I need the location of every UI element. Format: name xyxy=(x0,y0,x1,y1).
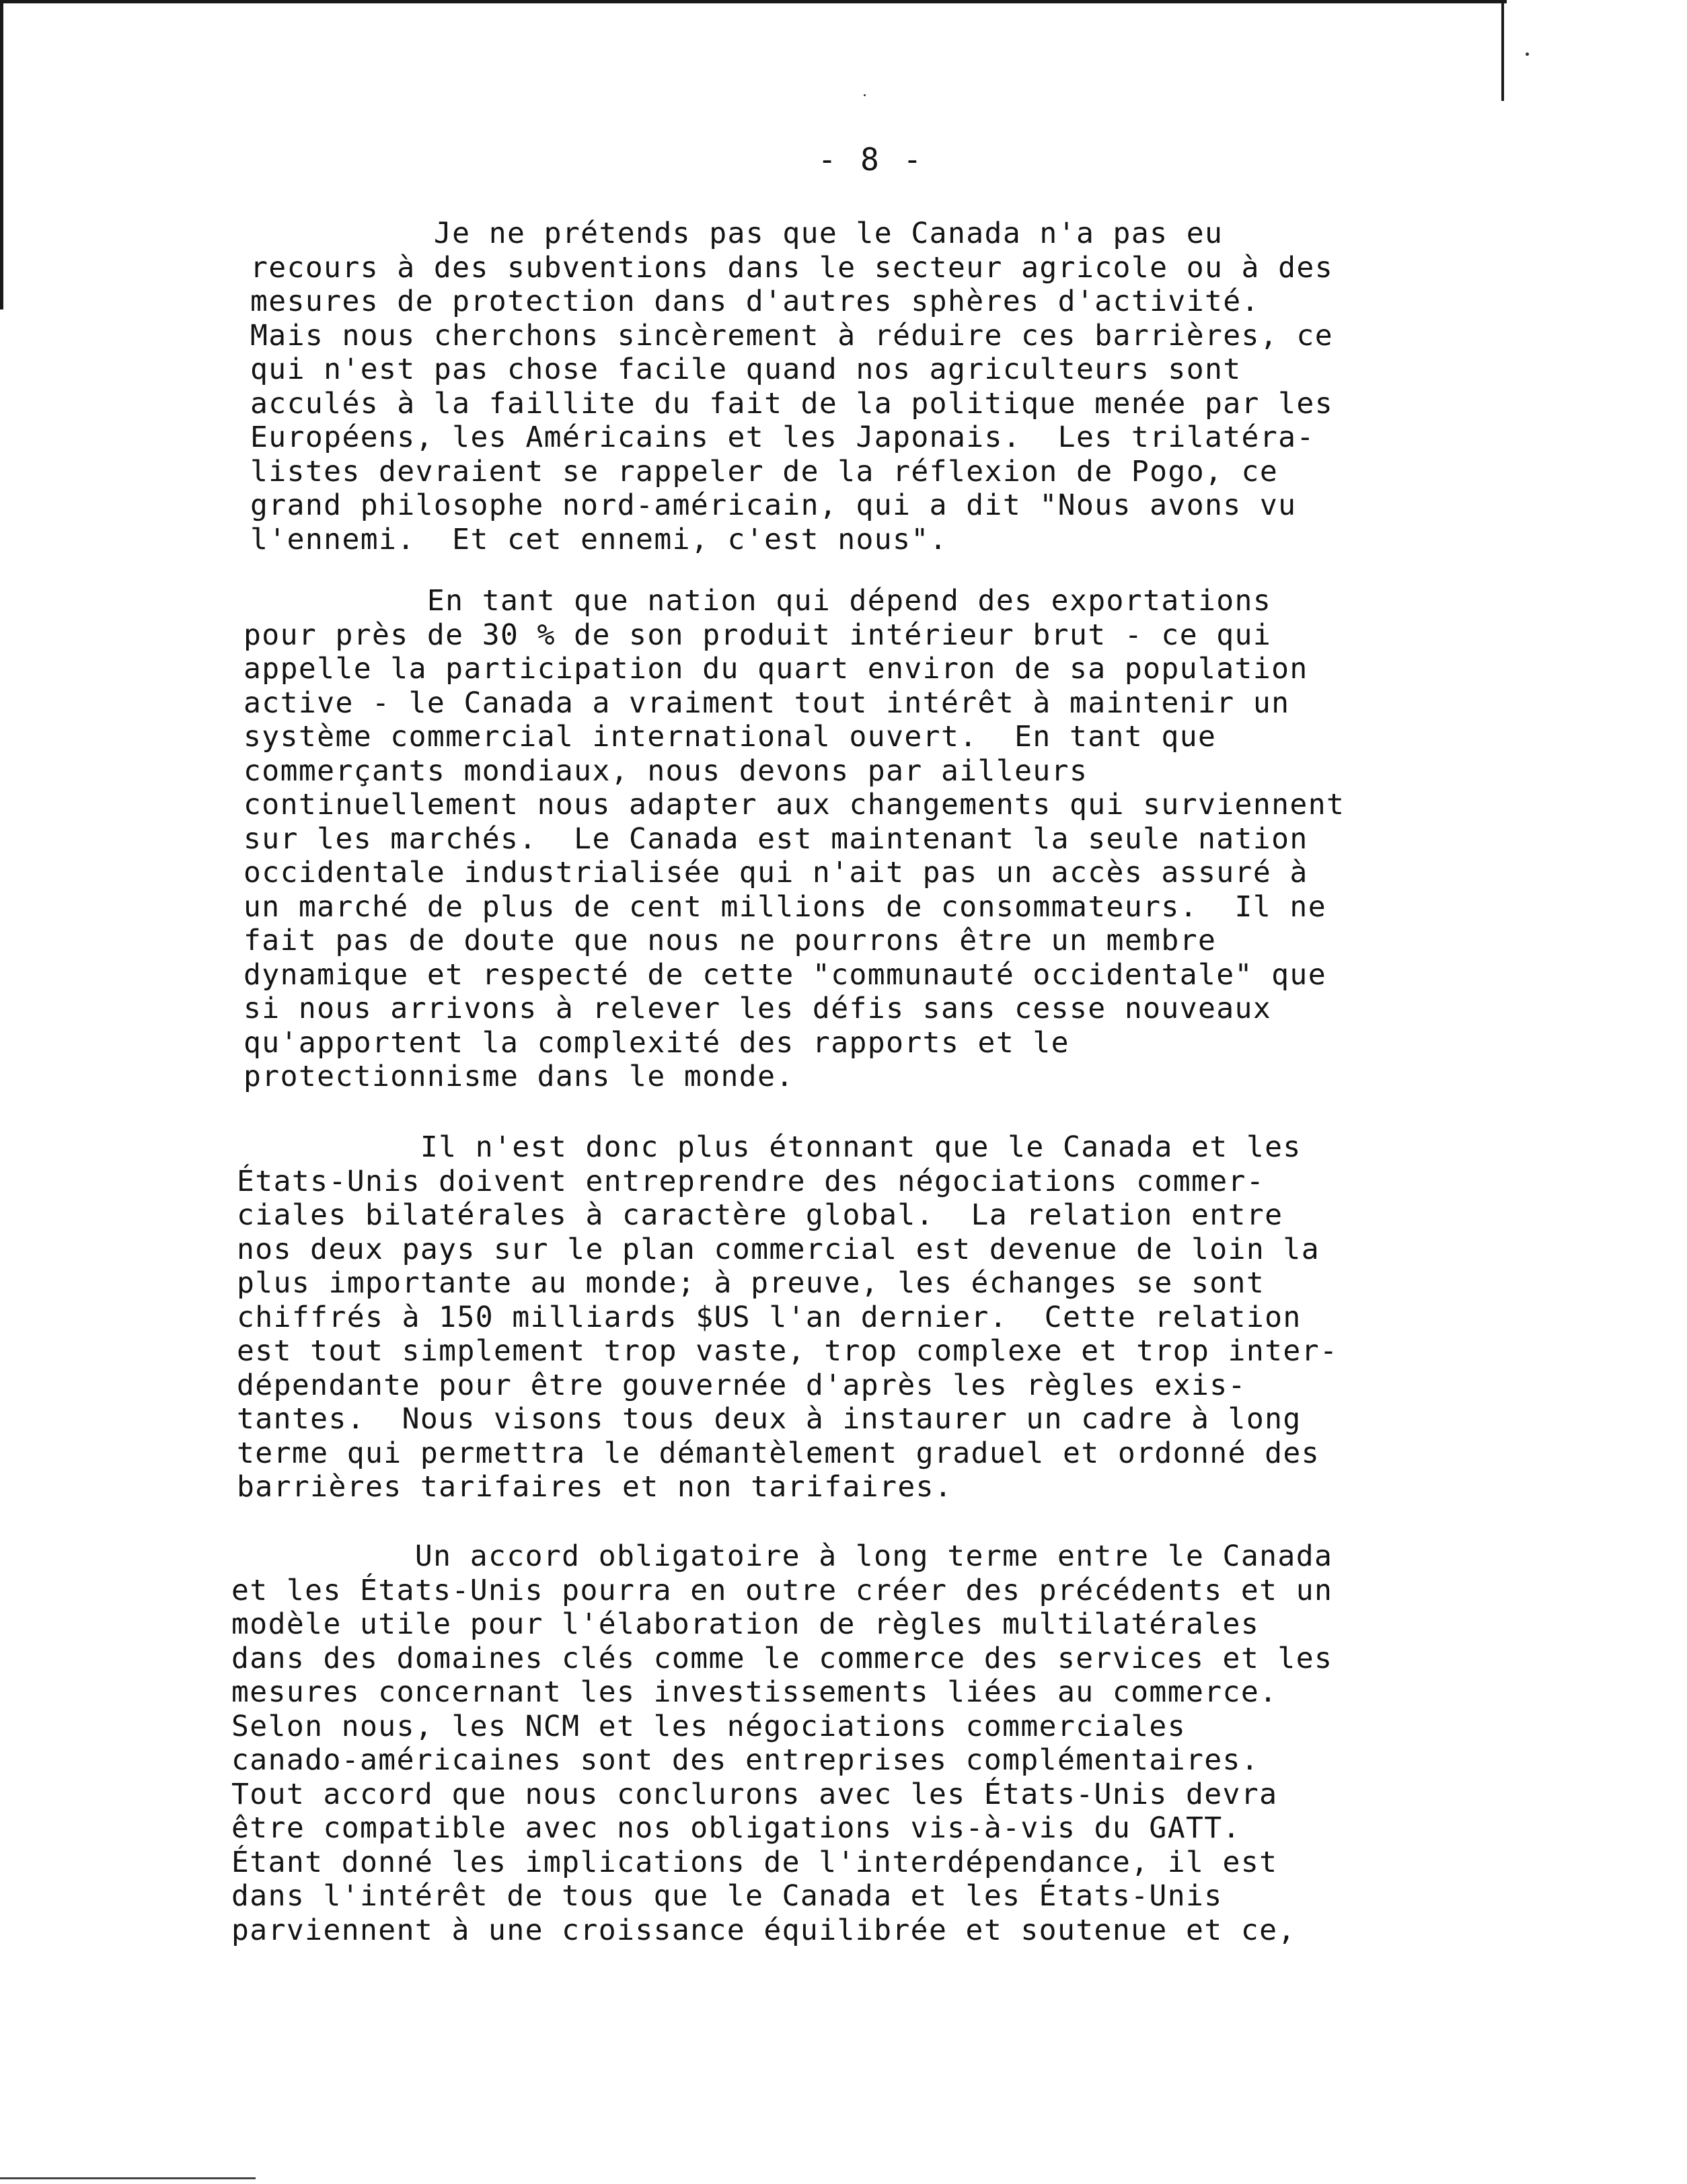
text-line: Tout accord que nous conclurons avec les États-Unis devra xyxy=(231,1777,1278,1811)
paragraph-4 xyxy=(231,1539,1333,1947)
text-line: dynamique et respecté de cette "communauté occidentale" que xyxy=(243,957,1327,992)
text-line: sur les marchés. Le Canada est maintenant la seule nation xyxy=(243,822,1308,856)
scan-border-right xyxy=(1501,0,1504,101)
scan-border-left xyxy=(0,0,3,310)
text-line: active - le Canada a vraiment tout intérêt à maintenir un xyxy=(243,686,1290,720)
paragraph-2 xyxy=(243,584,1345,1094)
text-line: si nous arrivons à relever les défis sans cesse nouveaux xyxy=(243,992,1272,1025)
text-line: dépendante pour être gouvernée d'après les règles exis- xyxy=(237,1368,1246,1402)
text-line: pour près de 30 % de son produit intérieur brut - ce qui xyxy=(243,618,1272,652)
text-line: est tout simplement trop vaste, trop complexe et trop inter- xyxy=(237,1334,1339,1368)
text-line: En tant que nation qui dépend des exportations xyxy=(243,584,1272,618)
text-line: recours à des subventions dans le secteur agricole ou à des xyxy=(250,250,1334,285)
text-line: États-Unis doivent entreprendre des négociations commer- xyxy=(237,1164,1265,1198)
text-line: dans l'intérêt de tous que le Canada et les États-Unis xyxy=(231,1879,1223,1913)
text-line: ciales bilatérales à caractère global. La relation entre xyxy=(237,1198,1283,1232)
text-line: barrières tarifaires et non tarifaires. xyxy=(237,1470,953,1504)
scan-speck xyxy=(864,94,866,96)
text-line: Mais nous cherchons sincèrement à réduire ces barrières, ce xyxy=(250,318,1334,353)
text-line: Européens, les Américains et les Japonais. Les trilatéra- xyxy=(250,421,1315,454)
text-line: mesures concernant les investissements liées au commerce. xyxy=(231,1675,1278,1709)
text-line: Étant donné les implications de l'interdépendance, il est xyxy=(231,1845,1278,1879)
text-line: système commercial international ouvert. En tant que xyxy=(243,720,1217,754)
text-line: et les États-Unis pourra en outre créer des précédents et un xyxy=(231,1573,1333,1607)
text-line: canado-américaines sont des entreprises complémentaires. xyxy=(231,1743,1260,1777)
text-line: commerçants mondiaux, nous devons par ailleurs xyxy=(243,754,1088,788)
text-line: qui n'est pas chose facile quand nos agriculteurs sont xyxy=(250,353,1242,386)
paragraph-3 xyxy=(237,1130,1338,1504)
text-line: mesures de protection dans d'autres sphères d'activité. xyxy=(250,285,1260,318)
scan-border-bottom xyxy=(0,2177,256,2179)
text-line: continuellement nous adapter aux changements qui surviennent xyxy=(243,788,1345,822)
scan-speck xyxy=(1526,52,1529,56)
text-line: dans des domaines clés comme le commerce des services et les xyxy=(231,1641,1333,1675)
text-line: nos deux pays sur le plan commercial est devenue de loin la xyxy=(237,1232,1320,1266)
text-line: acculés à la faillite du fait de la politique menée par les xyxy=(250,386,1334,421)
text-line: occidentale industrialisée qui n'ait pas un accès assuré à xyxy=(243,856,1308,889)
text-line: parviennent à une croissance équilibrée et soutenue et ce, xyxy=(231,1913,1296,1947)
text-line: chiffrés à 150 milliards $US l'an dernier. Cette relation xyxy=(237,1300,1302,1334)
text-line: listes devraient se rappeler de la réflexion de Pogo, ce xyxy=(250,454,1279,488)
text-line: Selon nous, les NCM et les négociations commerciales xyxy=(231,1709,1186,1743)
text-line: un marché de plus de cent millions de consommateurs. Il ne xyxy=(243,889,1327,924)
text-line: l'ennemi. Et cet ennemi, c'est nous". xyxy=(250,522,948,556)
text-line: Un accord obligatoire à long terme entre le Canada xyxy=(231,1539,1333,1573)
text-line: fait pas de doute que nous ne pourrons être un membre xyxy=(243,924,1217,957)
text-line: tantes. Nous visons tous deux à instaurer un cadre à long xyxy=(237,1402,1302,1436)
text-line: qu'apportent la complexité des rapports et le xyxy=(243,1025,1070,1060)
scan-border-top xyxy=(0,0,1507,3)
text-line: modèle utile pour l'élaboration de règles multilatérales xyxy=(231,1607,1260,1641)
text-line: Je ne prétends pas que le Canada n'a pas eu xyxy=(250,217,1224,250)
text-line: plus importante au monde; à preuve, les échanges se sont xyxy=(237,1266,1265,1300)
paragraph-1 xyxy=(250,217,1333,556)
text-line: Il n'est donc plus étonnant que le Canada et les xyxy=(237,1130,1302,1164)
text-line: être compatible avec nos obligations vis-à-vis du GATT. xyxy=(231,1811,1241,1845)
text-line: grand philosophe nord-américain, qui a dit "Nous avons vu xyxy=(250,488,1297,522)
page-number: - 8 - xyxy=(817,141,925,178)
text-line: terme qui permettra le démantèlement graduel et ordonné des xyxy=(237,1436,1320,1470)
text-line: protectionnisme dans le monde. xyxy=(243,1060,794,1093)
text-line: appelle la participation du quart environ de sa population xyxy=(243,652,1308,686)
